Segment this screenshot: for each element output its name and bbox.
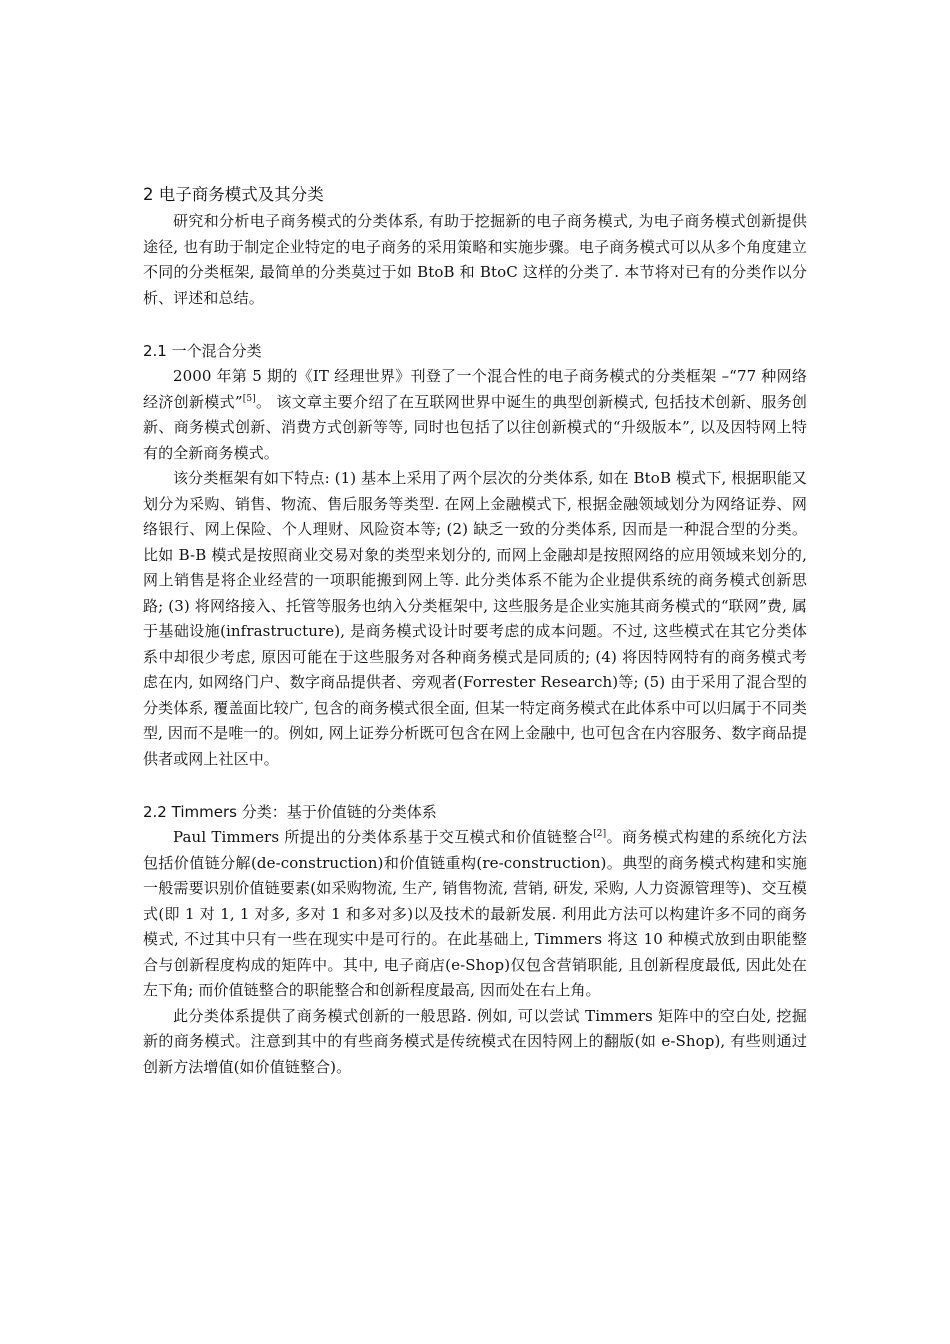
section-2-2-paragraph-1: [143, 825, 807, 1004]
section-2-2-paragraph-2: 此分类体系提供了商务模式创新的一般思路. 例如, 可以尝试 Timmers 矩阵中的空白处, 挖掘新的商务模式。注意到其中的有些商务模式是传统模式在因特网上的翻版(如 e-Shop), 有些则通过创新方法增值(如价值链整合)。: [143, 1006, 807, 1076]
paragraph-text: 2000 年第 5 期的《IT 经理世界》刊登了一个混合性的电子商务模式的分类框架 –“77 种网络经济创新模式”: [143, 367, 807, 411]
paragraph-text: 。 该文章主要介绍了在互联网世界中诞生的典型创新模式, 包括技术创新、服务创新、商务模式创新、消费方式创新等等, 同时也包括了以往创新模式的“升级版本”, 以及因特网上特有的全新商务模式。: [143, 392, 808, 462]
spacer: [143, 311, 807, 338]
section-2-heading: 2 电子商务模式及其分类: [143, 185, 324, 204]
section-2-1-paragraph-2: 该分类框架有如下特点: (1) 基本上采用了两个层次的分类体系, 如在 BtoB 模式下, 根据职能又划分为采购、销售、物流、售后服务等类型. 在网上金融模式下, 根据金融领域划分为网络证券、网络银行、网上保险、个人理财、风险资本等; (2) 缺乏一致的分类体系, 因而是一种混合型的分类。比如 B-B 模式是按照商业交易对象的类型来划分的, 而网上金融却是按照网络的应用领域来划分的, 网上销售是将企业经营的一项职能搬到网上等. 此分类体系不能为企业提供系统的商务模式创新思路; (3) 将网络接入、托管等服务也纳入分类框架中, 这些服务是企业实施其商务模式的“联网”费, 属于基础设施(infrastructure), 是商务模式设计时要考虑的成本问题。不过, 这些模式在其它分类体系中却很少考虑, 原因可能在于这些服务对各种商务模式是同质的; (4) 将因特网特有的商务模式考虑在内, 如网络门户、数字商品提供者、旁观者(Forrester Research)等; (5) 由于采用了混合型的分类体系, 覆盖面比较广, 包含的商务模式很全面, 但某一特定商务模式在此体系中可以归属于不同类型, 因而不是唯一的。例如, 网上证券分析既可包含在网上金融中, 也可包含在内容服务、数字商品提供者或网上社区中。: [143, 469, 807, 768]
section-2-2-heading: 2.2 Timmers 分类：基于价值链的分类体系: [143, 803, 437, 821]
paragraph-text: Paul Timmers 所提出的分类体系基于交互模式和价值链整合: [173, 828, 594, 846]
spacer: [143, 772, 807, 799]
section-2-1-heading: 2.1 一个混合分类: [143, 342, 262, 360]
section-2-1-paragraph-1: [143, 364, 807, 466]
citation-ref: [5]: [242, 393, 256, 404]
section-2-paragraph: 研究和分析电子商务模式的分类体系, 有助于挖掘新的电子商务模式, 为电子商务模式创新提供途径, 也有助于制定企业特定的电子商务的采用策略和实施步骤。电子商务模式可以从多个角度建立不同的分类框架, 最简单的分类莫过于如 BtoB 和 BtoC 这样的分类了. 本节将对已有的分类作以分析、评述和总结。: [143, 212, 807, 307]
paragraph-text: 。商务模式构建的系统化方法包括价值链分解(de-construction)和价值链重构(re-construction)。典型的商务模式构建和实施一般需要识别价值链要素(如采购物流, 生产, 销售物流, 营销, 研发, 采购, 人力资源管理等)、交互模式(即 1 对 1, 1 对多, 多对 1 和多对多)以及技术的最新发展. 利用此方法可以构建许多不同的商务模式, 不过其中只有一些在现实中是可行的。在此基础上, Timmers 将这 10 种模式放到由职能整合与创新程度构成的矩阵中。其中, 电子商店(e-Shop)仅包含营销职能, 且创新程度最低, 因此处在左下角; 而价值链整合的职能整合和创新程度最高, 因而处在右上角。: [143, 828, 807, 999]
citation-ref: [2]: [593, 829, 607, 839]
document-body: [143, 181, 807, 1080]
